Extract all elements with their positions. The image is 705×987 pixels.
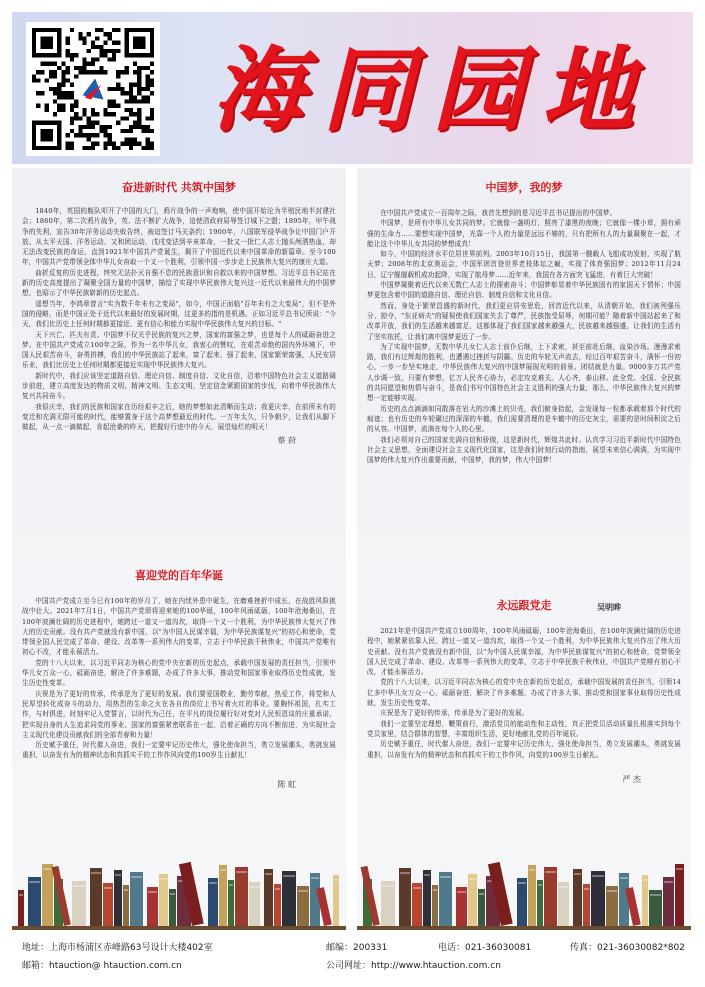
- article-title: 永远跟党走: [496, 599, 552, 612]
- footer-email[interactable]: 邮箱：htauction@ htauction.com.cn: [22, 961, 182, 971]
- paragraph: 庆祝是为了更好的传承，传承是为了更好的发展。我们要爱国敬业，勤劳奉献，热爱工作，将党和人民厚望转化成奋斗的动力，用热烈的生命之火在各自的岗位上书写着火红的事业。要胸怀祖国，扎实工作，与时俱进，时刻牢记入党誓言，以时代为己任，在平凡的岗位履行好对党对人民恒恩谈的庄重承诺，把实现自身的人生追求同党的事业、国家的富强紧密联系在一起，沿着正确的方向不断前进，为实现社会主义现代化建设贡献我们的全部青春和力量！: [22, 689, 336, 739]
- article-author: 蔡 莳: [277, 435, 296, 445]
- book-spine: [333, 875, 339, 926]
- footer-postcode: 邮编：200331: [326, 943, 388, 953]
- book-spine: [228, 880, 234, 926]
- book-spine: [208, 878, 218, 926]
- book-spine: [573, 869, 582, 926]
- book-spine: [537, 880, 543, 926]
- book-spine: [675, 864, 684, 926]
- page-header: [12, 12, 693, 164]
- book-spine: [264, 869, 273, 926]
- paragraph: 曲折反复的历史进程，终究无法扑灭自强不息的民族意识和自救以来的中国梦想。习近平总书记站在新的历史高度提出了凝聚全国力量的中国梦，描绘了实现中华民族伟大复兴这一近代以来最伟大的中国梦想，也昭示了中华民族崭新的历史起点。: [22, 268, 336, 298]
- book-spine: [219, 865, 227, 926]
- article-author: 陈 虹: [277, 779, 296, 789]
- qr-code-icon: [26, 22, 160, 156]
- article-title-row: [367, 598, 681, 614]
- article-byline: 吴明晔: [597, 603, 621, 612]
- paragraph: 我很庆幸，我们的民族和国家在历经艰辛之后，她的梦想如此清晰而生动；我更庆幸，在前所未有的变迁和充满无限可能的时代，能够置身于这个高梦想最近的时代。一万年太久，只争朝夕，让我们从脚下做起，从一点一滴做起，肯起沧桑的昨天，把握好行进中的今天，展望灿烂的明天！: [22, 402, 336, 432]
- paragraph: 历史赋予重任，时代催人奋进，我们一定要牢记历史伟大，强化使命担当，勇立发展潮头，勇挑发展重担，以奋发有为的精神状态和真抓实干的工作作风向党的100岁生日献礼！: [22, 741, 336, 760]
- book-spine: [249, 882, 260, 926]
- paragraph: 党的十八大以来，以习近平同志为核心的党中央在新的历史起点，承载中国发展的责任担当，引领中华儿女万众一心，砥砺奋进，解决了许多难题，办成了许多大事，推动党和国家事业取得历史性成就，发生历史性变革。: [22, 658, 336, 688]
- book-spine: [42, 864, 53, 926]
- paragraph: 遥想当年，李鸿章曾言"实为数千年未有之变局"，如今，中国正面临"百年未有之大变局"，但不是外国的侵略，而是中国正处于近代以来最好的发展时期，这更多的指的是机遇。正如习近平总书记所说："今天，我们比历史上任何时期都更接近、更有信心和能力实现中华民族伟大复兴的目标。": [22, 299, 336, 329]
- footer-website[interactable]: 公司网址：http://www.htauction.com.cn: [326, 961, 501, 971]
- paragraph: 如今，中国的经济水平位居世界前列。2003年10月15日，我国第一艘载人飞船成功发射，实现了航天梦；2008年的北京奥运会，中国军团首登世界老枝体坛之巅，实现了体育强国梦；2012年11月24日，辽宁舰舰载机成功起降，实现了航母梦……近年来，我国在各方面突飞猛进，有着巨大突破！: [367, 250, 681, 279]
- paragraph: 党的十八大以来，以习近平同志为核心的党中央在新的历史起点，承载中国发展的责任担当，引领14亿多中华儿女万众一心，砥砺奋进，解决了许多难题，办成了许多大事，推动党和国家事业取得历史性成就，发生历史性变革。: [367, 678, 681, 708]
- paragraph: 1840年，英国的舰队叩开了中国的大门，鸦片战争的一声炮响，使中国开始沦为半殖民地半封建社会；1860年，第二次鸦片战争，英、法不断扩大战争，迫使清政府屈辱签订城下之盟；1895年，甲午战争的失利，宣告30年洋务运动失败告终，被迫签订马关条约；1900年，八国联军侵华战争让中国门户开放。从太平天国、洋务运动、又和团运动，戊戌变法到辛亥革命，一批又一批仁人志士抛头颅洒热血，却无法改变民族的命运，直到1921年中国共产党诞生，揭开了中国近代以来中国革命的新篇章。至今100年，中国共产党带领全体中华儿女奋取一个又一个胜利，引领中国一步步走上民族伟大复兴的康庄大道。: [22, 207, 336, 267]
- paragraph: 新时代中，我们应该坚定道路自信、理论自信、制度自信、文化自信，沿着中国特色社会主义道路阔步前进，建立高度发达的物质文明、精神文明、生态文明，坚定信念紧跟国家的步伐，向着中华民族伟大复兴共同奋斗。: [22, 371, 336, 401]
- book-spine: [123, 885, 129, 926]
- right-column: [357, 168, 691, 930]
- shelf: [12, 926, 346, 930]
- book-spine: [517, 878, 527, 926]
- article-right-2: [367, 598, 681, 785]
- books-illustration: [12, 860, 346, 930]
- paragraph: 2021年是中国共产党成立100周年，100年风雨砥砺，100年沧海桑田，在100年波澜壮阔的历史进程中，她紧紧依靠人民，跨过一道又一道沟坎，取得一个又一个胜利，为中华民族伟大复兴作出了伟大历史贡献。没有共产党就没有新中国，以"为中国人民谋幸福，为中华民族谋复兴"的初心和使命，党带领全国人民完成了革命、建设、改革等一系列伟大的变革，立志于中华民族千秋伟业，中国共产党唯有初心不改，才能永葆活力。: [367, 627, 681, 677]
- book-spine: [642, 875, 648, 926]
- footer-address: 地址：上海市杨浦区赤峰路63号设计大楼402室: [22, 943, 213, 953]
- article-body: [367, 208, 681, 465]
- book-spine: [558, 882, 569, 926]
- paragraph: 中国梦凝聚着近代以来无数仁人志士的探索奋斗；中国梦彰显着中华民族固有的家国天下情怀；中国梦更包含着中国的道路自信、理论自信、制度自信和文化自信。: [367, 281, 681, 300]
- footer-fax: 传真：021-36030082*802: [570, 943, 685, 953]
- book-spine: [412, 883, 422, 926]
- book-spine: [399, 868, 411, 926]
- article-body: [367, 626, 681, 760]
- book-spine: [663, 877, 674, 926]
- book-spine: [432, 885, 438, 926]
- paragraph: 庆祝是为了更好的传承，传承是为了更好的发展。: [380, 709, 529, 718]
- masthead-title: 海同园地: [212, 36, 653, 144]
- book-spine: [28, 877, 41, 926]
- footer-row: [22, 958, 692, 974]
- paragraph: 历史的点点滴滴如同散落在岩大的沙滩上的贝壳，我们俯身拾起，会发现每一粒都承载着那个时代的痕迹；也有历史的车轮碾过的深深的车辙，我们需要清理的是车辙中的历史灰尘，需要的是时间积淀之后的从容。中国梦，流淌在每个人的心里。: [367, 404, 681, 434]
- paragraph: 中国梦，是所有中华儿女共同的梦。它就像一盏明灯，照亮了漆黑的夜晚；它就像一棵小草，拥有顽强的生命力……要想实现中国梦，光靠一个人的力量是远远不够的，只有把所有人的力量凝聚在一起，才能让这个中华儿女共同的梦想成真！: [367, 219, 681, 248]
- article-left-1: [22, 180, 336, 446]
- footer-phone: 电话：021-36030081: [438, 943, 532, 953]
- article-body: [22, 206, 336, 433]
- book-spine: [130, 872, 143, 926]
- book-spine: [235, 867, 248, 926]
- article-title: 中国梦，我的梦: [485, 181, 563, 194]
- article-author: 严 杰: [622, 774, 641, 784]
- article-body: [22, 596, 336, 761]
- paragraph: 天下兴亡，匹夫有责。中国梦不仅关乎民族的复兴之梦，国家的富强之梦，也是每个人的砥砺奋进之梦。在中国共产党成立100年之际，作为一名中华儿女，我衷心的赞叹，在艰苦卓绝的国内外环境下，中国人民艰苦奋斗，奋勇拼搏，我们的中华民族站了起来，富了起来，强了起来，国家繁荣富强，人民安居乐业，我们比历史上任何时期都更接近实现中华民族伟大复兴。: [22, 330, 336, 370]
- book-spine: [114, 870, 122, 926]
- paragraph: 为了实现中国梦，无数中华儿女仁人志士前仆后继，上下求索，甚至前赴后继，血染沙场。漫漫求索路，我们有过辉煌的胜利，也遭遇过挫折与阴霾。历史的车轮无声流去，经过百年艰苦奋斗，满怀一份初心，一步一步坚实地走，中华民族伟大复兴的中国梦展现光明的前景。团结就是力量。9000多万共产党人步调一致，只要有梦想，亿万人民齐心协力，必定攻克难关。人心齐，泰山移。此全党、全国、全民族的共同愿望和热情与奋斗，是我们书写中国特色社会主义胜利的强大力量，那么，中华民族伟大复兴的梦想一定能够实现。: [367, 342, 681, 403]
- book-spine: [282, 871, 296, 926]
- paragraph: 在中国共产党成立一百周年之际，我首先想到的是习近平总书记提出的中国梦。: [380, 209, 617, 217]
- book-spine: [274, 884, 281, 926]
- paragraph: 中国共产党成立至今已有100年的岁月了，她在内忧外患中诞生，在磨难挫折中成长，在战胜风险挑战中壮大。2021年7月1日，中国共产党即将迎来她的100华诞，100年风雨砥砺，100年沧海桑田，在100年波澜壮阔的历史进程中，她跨过一道又一道沟坎，取得一个又一个胜利，为中华民族伟大复兴了伟大的历史贡献。没有共产党就没有新中国，以"为中国人民谋幸福，为中华民族谋复兴"的初心和使命，党带领全国人民完成了革命、建设、改革等一系列伟大的变革，立志于中华民族千秋伟业，中国共产党唯有初心不改，才能永葆活力。: [22, 597, 336, 657]
- book-spine: [423, 870, 431, 926]
- book-spine: [439, 872, 452, 926]
- book-spine: [528, 865, 536, 926]
- article-right-1: [367, 180, 681, 465]
- book-spine: [72, 881, 86, 926]
- paragraph: 然而，身处于繁荣昌盛的新时代，我们更应居安思危，回首近代以来，从清朝开始，我们被列强压分、掠夺，"东亚病夫"的疑视使我们国家失去了尊严，民族饱受屈辱，何期可能？随着新中国站起来了和改革开放，我们的生活越来越富足，这都体现了我们国家越来越强大，民族越来越强盛，让我们的生活有了坚实依托，让我们离中国梦更近了一步。: [367, 301, 681, 341]
- book-spine: [591, 871, 605, 926]
- page-footer: [12, 936, 693, 982]
- book-spine: [103, 883, 113, 926]
- book-spine: [583, 884, 590, 926]
- book-spine: [468, 874, 477, 926]
- article-title: 喜迎党的百年华诞: [135, 569, 223, 582]
- left-column: [12, 168, 346, 930]
- paragraph: 我们一定要坚定理想，鞭策前行，激活党员的能动性和主动性，真正把党员活动质量扎根落实到每个党员家里，结合群体的智慧，丰富组织生活，更好地献礼党的百年诞辰。: [367, 719, 681, 738]
- shelf: [357, 926, 691, 930]
- book-spine: [544, 867, 557, 926]
- article-left-2: [22, 568, 336, 790]
- book-spine: [90, 868, 102, 926]
- book-spine: [159, 874, 168, 926]
- article-title: 奋进新时代 共筑中国梦: [122, 181, 236, 194]
- paragraph: 历史赋予重任，时代催人奋进，我们一定要牢记历史伟大，强化使命担当，勇立发展潮头，勇挑发展重担，以奋发有为的精神状态和真抓实干的工作作风，向党的100岁生日献礼。: [367, 740, 681, 759]
- paragraph: 我们必须对自己的国家充满自信和骄傲，这是新时代，辉煌共此时。认真学习习近平新时代中国特色社会主义思想，全面建设社会主义现代化国家，这是我们时刻行动的指南，展望未来信心满满，为实现中国梦的伟大复兴作出重要贡献，中国梦，我的梦，伟大中国梦！: [367, 435, 681, 465]
- footer-row: [22, 940, 692, 956]
- books-illustration: [357, 860, 691, 930]
- book-spine: [381, 881, 395, 926]
